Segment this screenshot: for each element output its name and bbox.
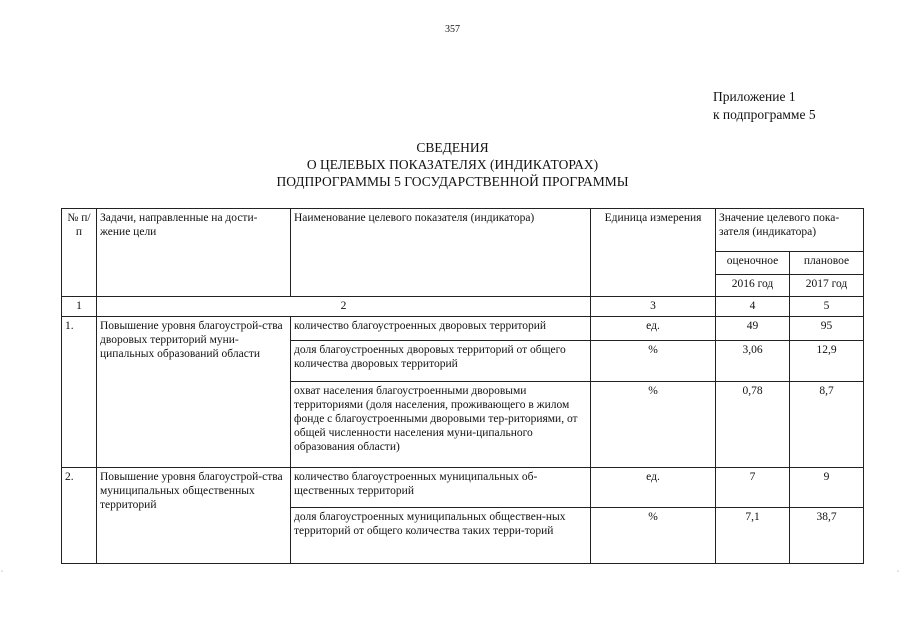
indicators-table: [61, 208, 864, 564]
value-2016: 3,06: [716, 341, 790, 382]
page-number: 357: [445, 24, 460, 35]
column-number-2: 2: [97, 297, 591, 317]
group-num: 1.: [62, 317, 97, 468]
indicator-name: доля благоустроенных дворовых территорий от общего количества дворовых территорий: [291, 341, 591, 382]
group-task: Повышение уровня благоустрой-ства муниципальных общественных территорий: [97, 468, 291, 564]
scan-edge-mark-right: ◦: [897, 569, 900, 575]
header-year-2016: 2016 год: [716, 275, 790, 297]
header-tasks: Задачи, направленные на дости-жение цели: [97, 209, 291, 297]
indicator-name: доля благоустроенных муниципальных обществен-ных территорий от общего количества таких терри-торий: [291, 508, 591, 564]
header-estimated: оценочное: [716, 252, 790, 275]
indicator-unit: %: [591, 341, 716, 382]
indicator-unit: %: [591, 382, 716, 468]
indicator-unit: ед.: [591, 317, 716, 341]
indicator-unit: ед.: [591, 468, 716, 508]
value-2016: 49: [716, 317, 790, 341]
scan-edge-mark-left: ◦: [1, 569, 4, 575]
header-planned: плановое: [790, 252, 864, 275]
appendix-line-2: к подпрограмме 5: [713, 107, 816, 122]
column-number-4: 4: [716, 297, 790, 317]
column-number-5: 5: [790, 297, 864, 317]
appendix-note: [713, 88, 816, 124]
value-2017: 9: [790, 468, 864, 508]
header-unit: Единица измерения: [591, 209, 716, 297]
column-number-1: 1: [62, 297, 97, 317]
heading-line-3: ПОДПРОГРАММЫ 5 ГОСУДАРСТВЕННОЙ ПРОГРАММЫ: [276, 174, 629, 189]
value-2017: 95: [790, 317, 864, 341]
heading-line-1: СВЕДЕНИЯ: [416, 140, 489, 155]
table-row: [62, 468, 864, 508]
header-year-2017: 2017 год: [790, 275, 864, 297]
value-2017: 8,7: [790, 382, 864, 468]
value-2016: 0,78: [716, 382, 790, 468]
column-number-3: 3: [591, 297, 716, 317]
indicator-name: количество благоустроенных муниципальных об-щественных территорий: [291, 468, 591, 508]
value-2016: 7,1: [716, 508, 790, 564]
header-num: № п/п: [62, 209, 97, 297]
indicator-unit: %: [591, 508, 716, 564]
value-2017: 38,7: [790, 508, 864, 564]
indicator-name: количество благоустроенных дворовых территорий: [291, 317, 591, 341]
value-2017: 12,9: [790, 341, 864, 382]
header-indicator: Наименование целевого показателя (индикатора): [291, 209, 591, 297]
indicator-name: охват населения благоустроенными дворовыми территориями (доля населения, проживающего в жилом фонде с благоустроенными дворовыми тер-риториями, от общей численности населения муни-ципального образования области): [291, 382, 591, 468]
appendix-line-1: Приложение 1: [713, 89, 796, 104]
group-num: 2.: [62, 468, 97, 564]
header-value: Значение целевого пока-зателя (индикатора): [716, 209, 864, 252]
group-task: Повышение уровня благоустрой-ства дворовых территорий муни-ципальных образований области: [97, 317, 291, 468]
document-heading: [0, 139, 905, 190]
heading-line-2: О ЦЕЛЕВЫХ ПОКАЗАТЕЛЯХ (ИНДИКАТОРАХ): [306, 157, 599, 172]
table-row: [62, 317, 864, 341]
value-2016: 7: [716, 468, 790, 508]
